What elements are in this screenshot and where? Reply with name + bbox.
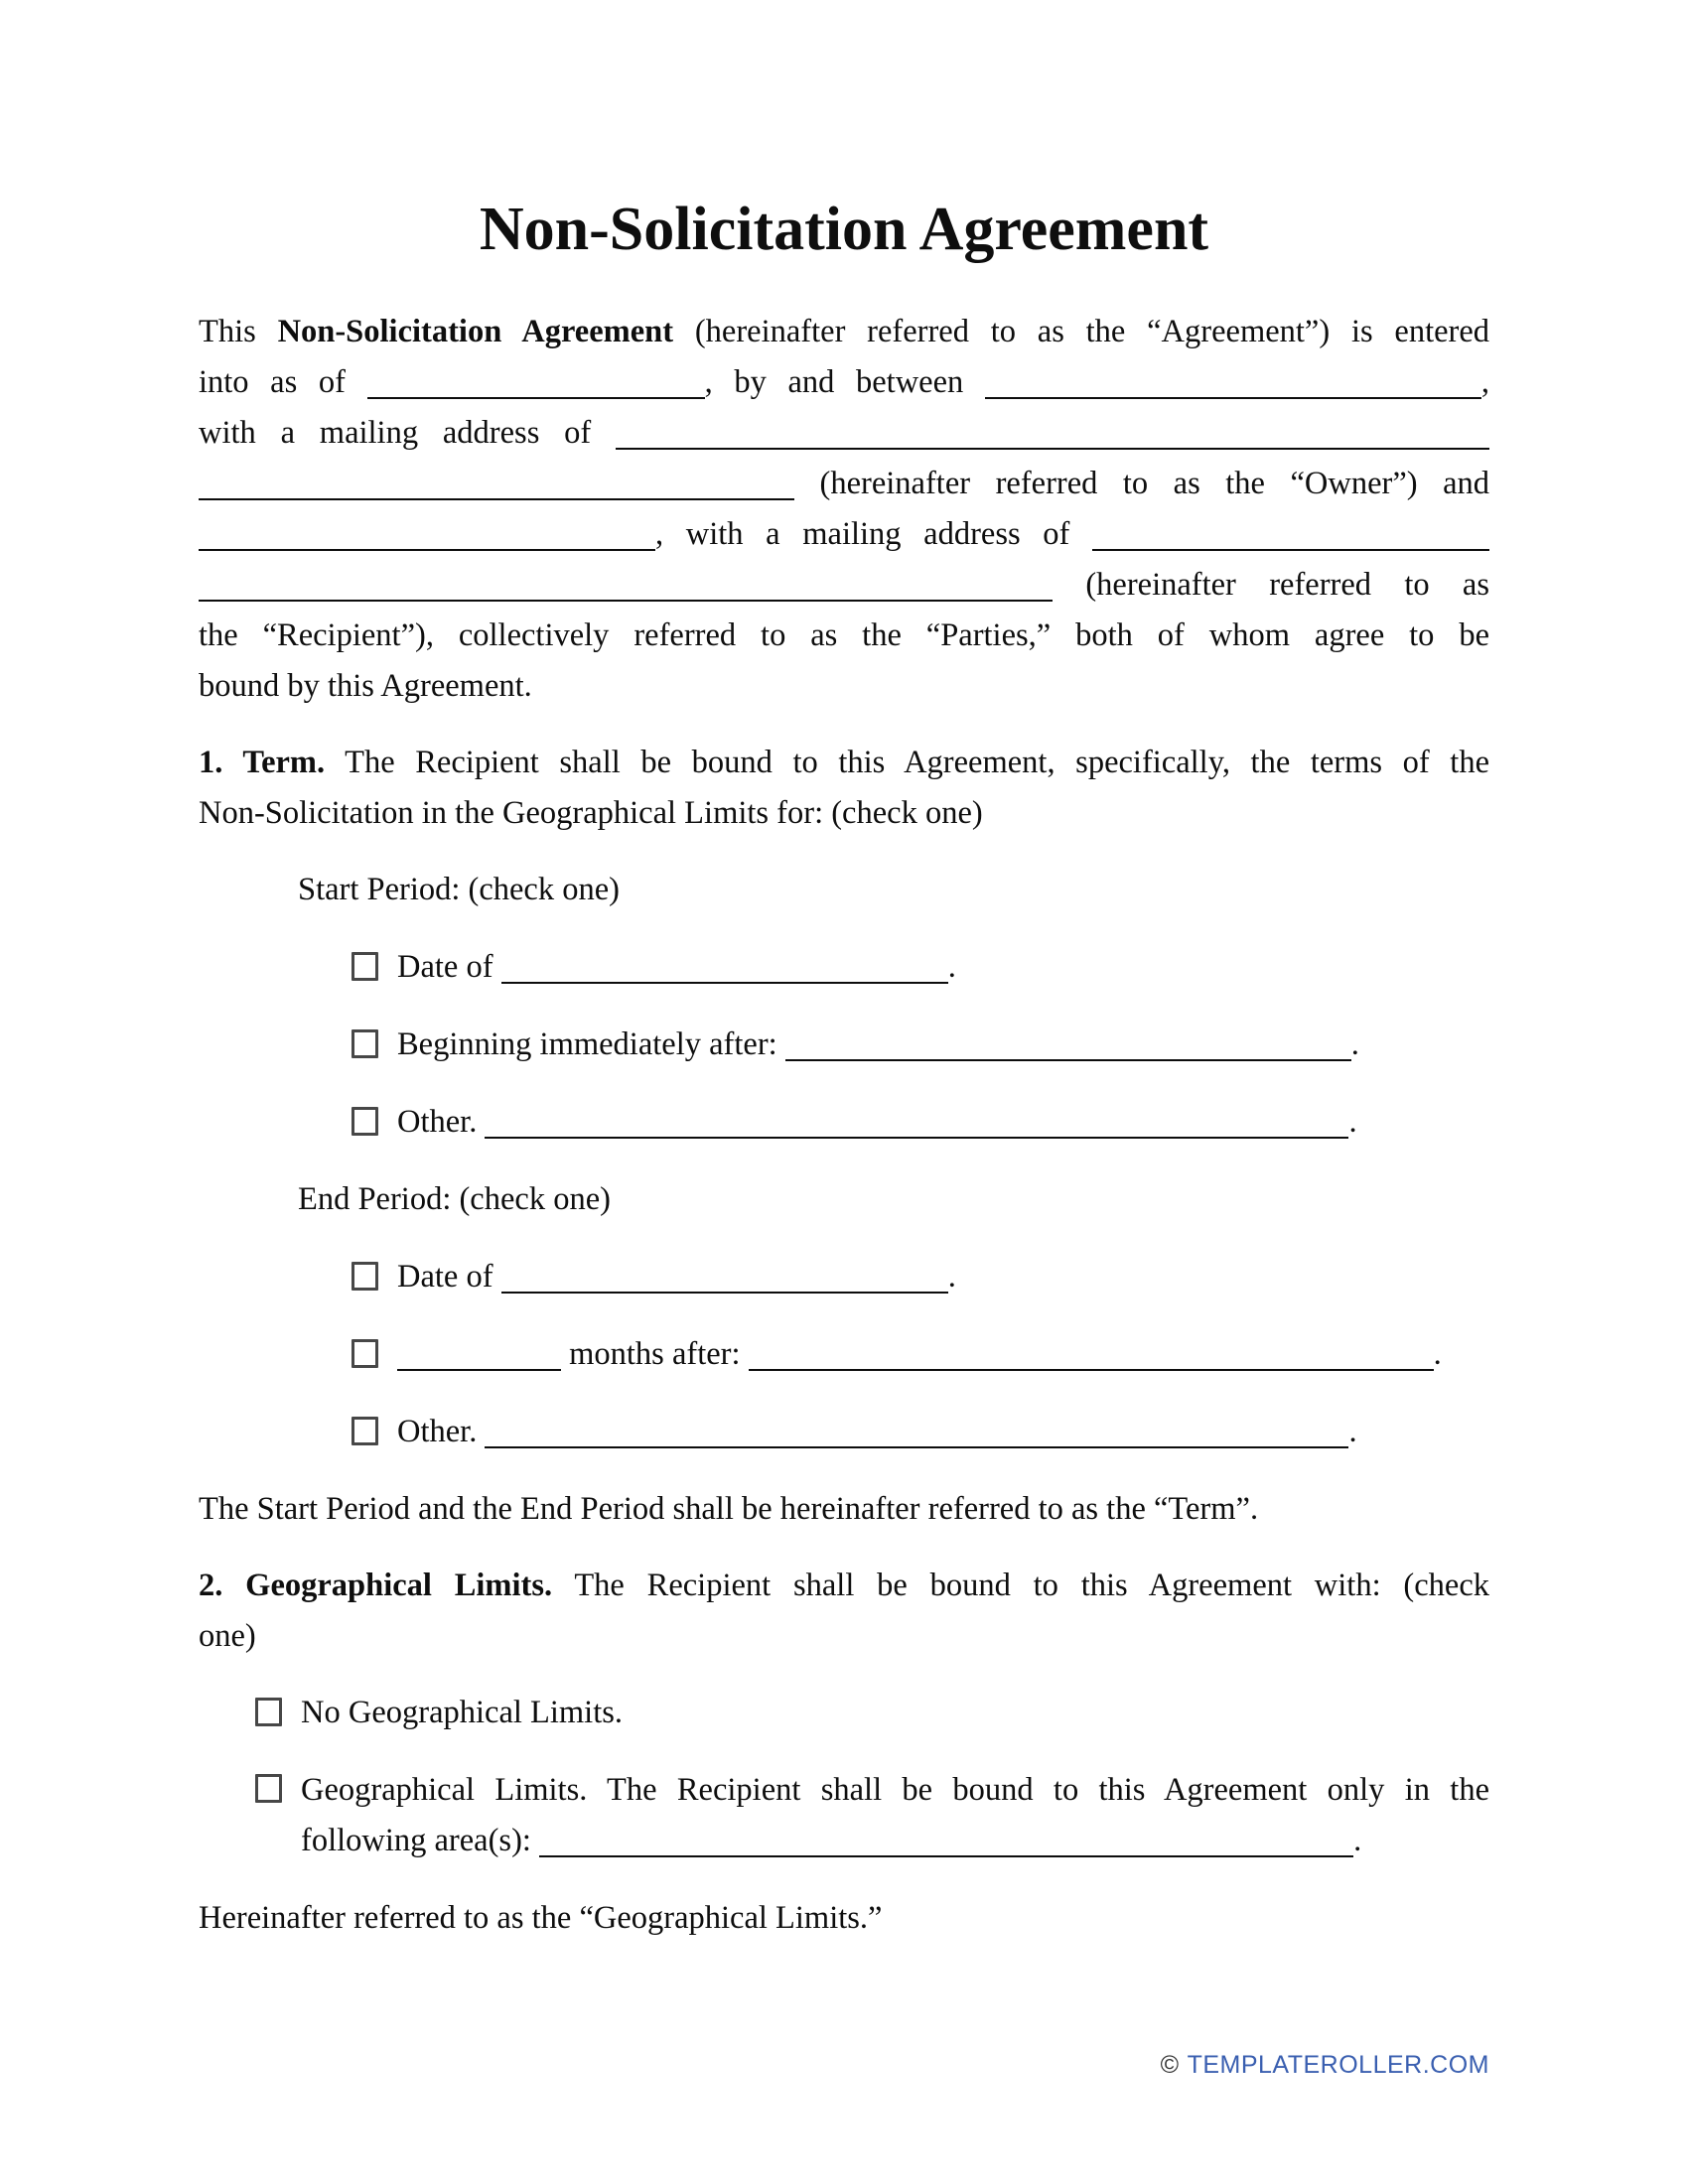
end-option-date [352, 1252, 1489, 1302]
section-2-heading-line-1 [199, 1561, 1489, 1611]
geo-limits-body [301, 1765, 1489, 1866]
start-other-checkbox[interactable] [352, 1107, 378, 1136]
intro-line-7: the “Recipient”), collectively referred to as the “Parties,” both of whom agree to be [199, 617, 1489, 654]
section-2-text: The Recipient shall be bound to this Agreement with: (check [574, 1568, 1489, 1604]
section-1-text: The Recipient shall be bound to this Agreement, specifically, the terms of the [345, 745, 1490, 781]
intro-text: (hereinafter referred to as [1085, 567, 1490, 604]
owner-address-blank-2[interactable] [199, 473, 794, 500]
geo-limits-line-1: Geographical Limits. The Recipient shall be bound to this Agreement only in the [301, 1772, 1489, 1809]
start-beginning-label: Beginning immediately after: [397, 1026, 777, 1063]
recipient-name-blank[interactable] [199, 523, 655, 551]
start-option-date [352, 942, 1489, 993]
start-date-blank[interactable] [501, 956, 948, 984]
start-option-beginning [352, 1020, 1489, 1070]
period-text: . [1348, 1414, 1357, 1450]
recipient-address-blank-1[interactable] [1092, 523, 1489, 551]
intro-text: with a mailing address of [199, 415, 592, 452]
start-beginning-checkbox[interactable] [352, 1029, 378, 1058]
intro-line-8: bound by this Agreement. [199, 668, 532, 705]
start-option-other [352, 1097, 1489, 1148]
intro-text: , by and between [704, 364, 964, 401]
agreement-name-bold: Non-Solicitation Agreement [277, 314, 674, 350]
intro-text: into as of [199, 364, 346, 401]
end-date-checkbox[interactable] [352, 1262, 378, 1291]
intro-text: (hereinafter referred to as the “Owner”) and [819, 466, 1490, 502]
start-date-checkbox[interactable] [352, 952, 378, 981]
intro-text: , [1480, 364, 1490, 401]
period-text: . [1350, 1026, 1359, 1063]
geo-option-no-limits [255, 1688, 1489, 1738]
no-geo-limits-checkbox[interactable] [255, 1698, 282, 1726]
end-other-blank[interactable] [485, 1421, 1348, 1448]
period-text: . [1433, 1336, 1442, 1373]
intro-line-6 [199, 560, 1489, 611]
start-event-blank[interactable] [785, 1033, 1351, 1061]
start-period-label: Start Period: (check one) [298, 872, 620, 908]
section-2-number: 2. Geographical Limits. [199, 1568, 553, 1604]
intro-line-1 [199, 307, 1489, 357]
section-1-heading [199, 738, 1489, 839]
templateroller-link[interactable]: TEMPLATEROLLER.COM [1187, 2051, 1489, 2079]
end-option-months [352, 1329, 1489, 1380]
geo-limits-line-2 [301, 1816, 1489, 1866]
intro-line-3 [199, 408, 1489, 459]
owner-address-blank-1[interactable] [616, 422, 1489, 450]
agreement-date-blank[interactable] [367, 371, 705, 399]
section-1-heading-line-1 [199, 738, 1489, 788]
intro-text: , with a mailing address of [655, 516, 1070, 553]
footer [1161, 2051, 1489, 2080]
intro-text: This [199, 314, 256, 350]
intro-text: (hereinafter referred to as the “Agreement”) is entered [694, 314, 1490, 350]
section-1-heading-line-2: Non-Solicitation in the Geographical Limits for: (check one) [199, 795, 983, 832]
end-period-label: End Period: (check one) [298, 1181, 611, 1218]
start-other-blank[interactable] [485, 1111, 1348, 1139]
intro-line-2 [199, 357, 1489, 408]
section-2-heading-line-2: one) [199, 1618, 256, 1655]
start-date-label: Date of [397, 949, 493, 986]
end-months-label: months after: [569, 1336, 741, 1373]
copyright-icon: © [1160, 2051, 1180, 2079]
period-text: . [947, 949, 956, 986]
geo-areas-blank[interactable] [539, 1830, 1353, 1857]
term-definition-note: The Start Period and the End Period shall be hereinafter referred to as the “Term”. [199, 1491, 1259, 1528]
geo-definition-note: Hereinafter referred to as the “Geographical Limits.” [199, 1900, 883, 1937]
period-text: . [947, 1259, 956, 1296]
document-title: Non-Solicitation Agreement [479, 196, 1209, 263]
intro-line-4 [199, 459, 1489, 509]
recipient-address-blank-2[interactable] [199, 574, 1053, 602]
months-count-blank[interactable] [397, 1343, 561, 1371]
no-geo-limits-label: No Geographical Limits. [301, 1695, 624, 1731]
end-event-blank[interactable] [749, 1343, 1434, 1371]
intro-line-5 [199, 509, 1489, 560]
section-1-number: 1. Term. [199, 745, 326, 781]
period-text: . [1348, 1104, 1357, 1141]
start-other-label: Other. [397, 1104, 478, 1141]
end-date-label: Date of [397, 1259, 493, 1296]
end-date-blank[interactable] [501, 1266, 948, 1294]
geo-limits-checkbox[interactable] [255, 1774, 282, 1803]
end-other-checkbox[interactable] [352, 1417, 378, 1445]
end-other-label: Other. [397, 1414, 478, 1450]
end-option-other [352, 1407, 1489, 1457]
intro-paragraph [199, 307, 1489, 712]
period-text: . [1353, 1823, 1362, 1859]
geo-option-limits [255, 1765, 1489, 1866]
owner-name-blank[interactable] [985, 371, 1481, 399]
end-months-checkbox[interactable] [352, 1339, 378, 1368]
geo-areas-label: following area(s): [301, 1823, 531, 1859]
section-2-heading [199, 1561, 1489, 1662]
